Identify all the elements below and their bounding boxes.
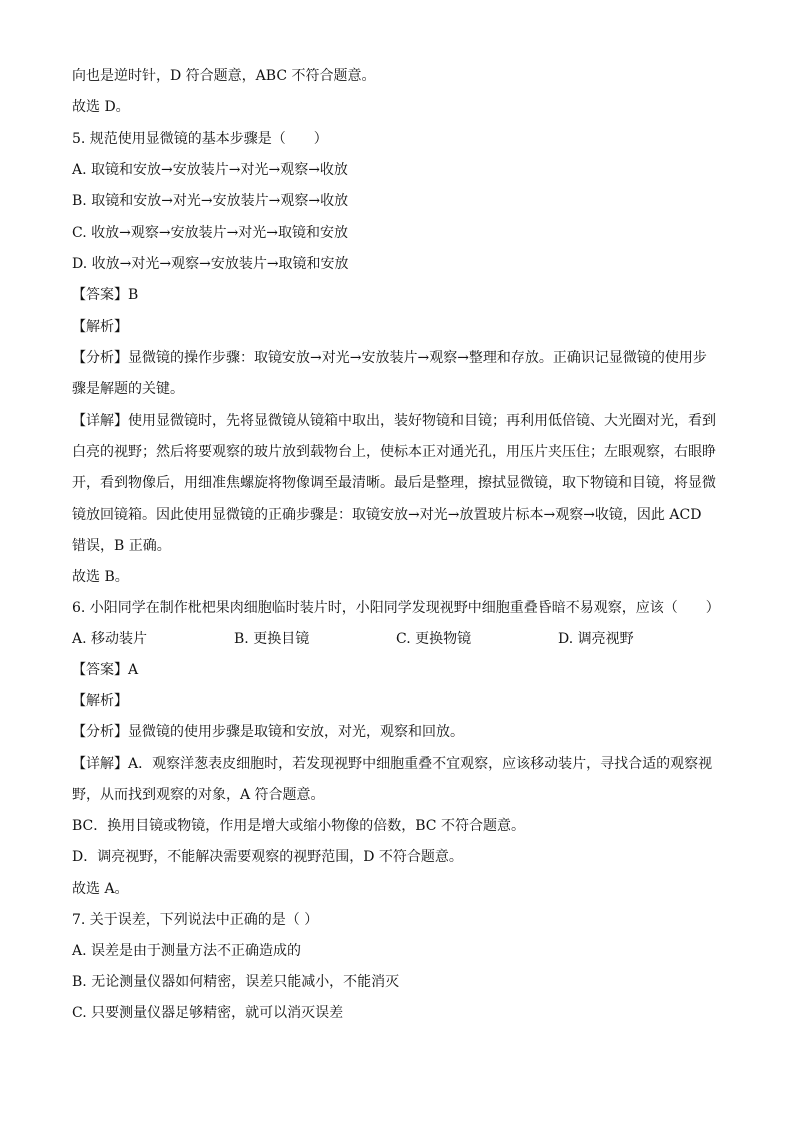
question-5-stem: 5. 规范使用显微镜的基本步骤是（ ） [72, 131, 328, 147]
analysis-label: 【解析】 [72, 319, 128, 335]
question-6-option-b: B. 更换目镜 [234, 631, 310, 647]
detail-text: 白亮的视野；然后将要观察的玻片放到载物台上，使标本正对通光孔，用压片夹压住；左眼观察，右眼睁 [72, 444, 716, 460]
question-6-options [72, 629, 732, 649]
question-6-option-a: A. 移动装片 [72, 631, 148, 647]
detail-text: 【详解】A．观察洋葱表皮细胞时，若发现视野中细胞重叠不宜观察，应该移动装片，寻找合适的观察视 [72, 756, 713, 772]
detail-text: 错误，B 正确。 [72, 538, 171, 554]
question-7-option-a: A. 误差是由于测量方法不正确造成的 [72, 943, 302, 959]
detail-text: BC．换用目镜或物镜，作用是增大或缩小物像的倍数，BC 不符合题意。 [72, 818, 525, 834]
question-5-option-c: C. 收放→观察→安放装片→对光→取镜和安放 [72, 225, 349, 241]
detail-text: 镜放回镜箱。因此使用显微镜的正确步骤是：取镜安放→对光→放置玻片标本→观察→收镜，因此 ACD [72, 507, 702, 523]
answer-label: 【答案】A [72, 662, 139, 678]
question-6-option-d: D. 调亮视野 [558, 631, 634, 647]
answer-label: 【答案】B [72, 287, 139, 303]
detail-text: 【详解】使用显微镜时，先将显微镜从镜箱中取出，装好物镜和目镜；再利用低倍镜、大光圈对光，看到 [72, 413, 716, 429]
analysis-text: 骤是解题的关键。 [72, 381, 184, 397]
analysis-text: 【分析】显微镜的使用步骤是取镜和安放，对光，观察和回放。 [72, 724, 464, 740]
answer-conclusion: 故选 A。 [72, 881, 129, 897]
analysis-text: 【分析】显微镜的操作步骤：取镜安放→对光→安放装片→观察→整理和存放。正确识记显微镜的使用步 [72, 350, 707, 366]
analysis-label: 【解析】 [72, 693, 128, 709]
text-line: 向也是逆时针，D 符合题意，ABC 不符合题意。 [72, 68, 376, 84]
question-6-option-c: C. 更换物镜 [396, 631, 472, 647]
question-5-option-d: D. 收放→对光→观察→安放装片→取镜和安放 [72, 256, 349, 272]
detail-text: 开，看到物像后，用细准焦螺旋将物像调至最清晰。最后是整理，擦拭显微镜，取下物镜和目镜，将显微 [72, 475, 716, 491]
question-7-stem: 7. 关于误差，下列说法中正确的是（ ） [72, 912, 319, 928]
detail-text: D．调亮视野，不能解决需要观察的视野范围，D 不符合题意。 [72, 849, 463, 865]
question-5-option-b: B. 取镜和安放→对光→安放装片→观察→收放 [72, 193, 349, 209]
detail-text: 野，从而找到观察的对象，A 符合题意。 [72, 787, 325, 803]
question-7-option-b: B. 无论测量仪器如何精密，误差只能减小，不能消灭 [72, 974, 400, 990]
question-7-option-c: C. 只要测量仪器足够精密，就可以消灭误差 [72, 1005, 344, 1021]
answer-conclusion: 故选 B。 [72, 569, 129, 585]
question-6-stem: 6. 小阳同学在制作枇杷果肉细胞临时装片时，小阳同学发现视野中细胞重叠昏暗不易观察，应该（ ） [72, 600, 720, 616]
answer-conclusion: 故选 D。 [72, 99, 130, 115]
question-5-option-a: A. 取镜和安放→安放装片→对光→观察→收放 [72, 162, 348, 178]
